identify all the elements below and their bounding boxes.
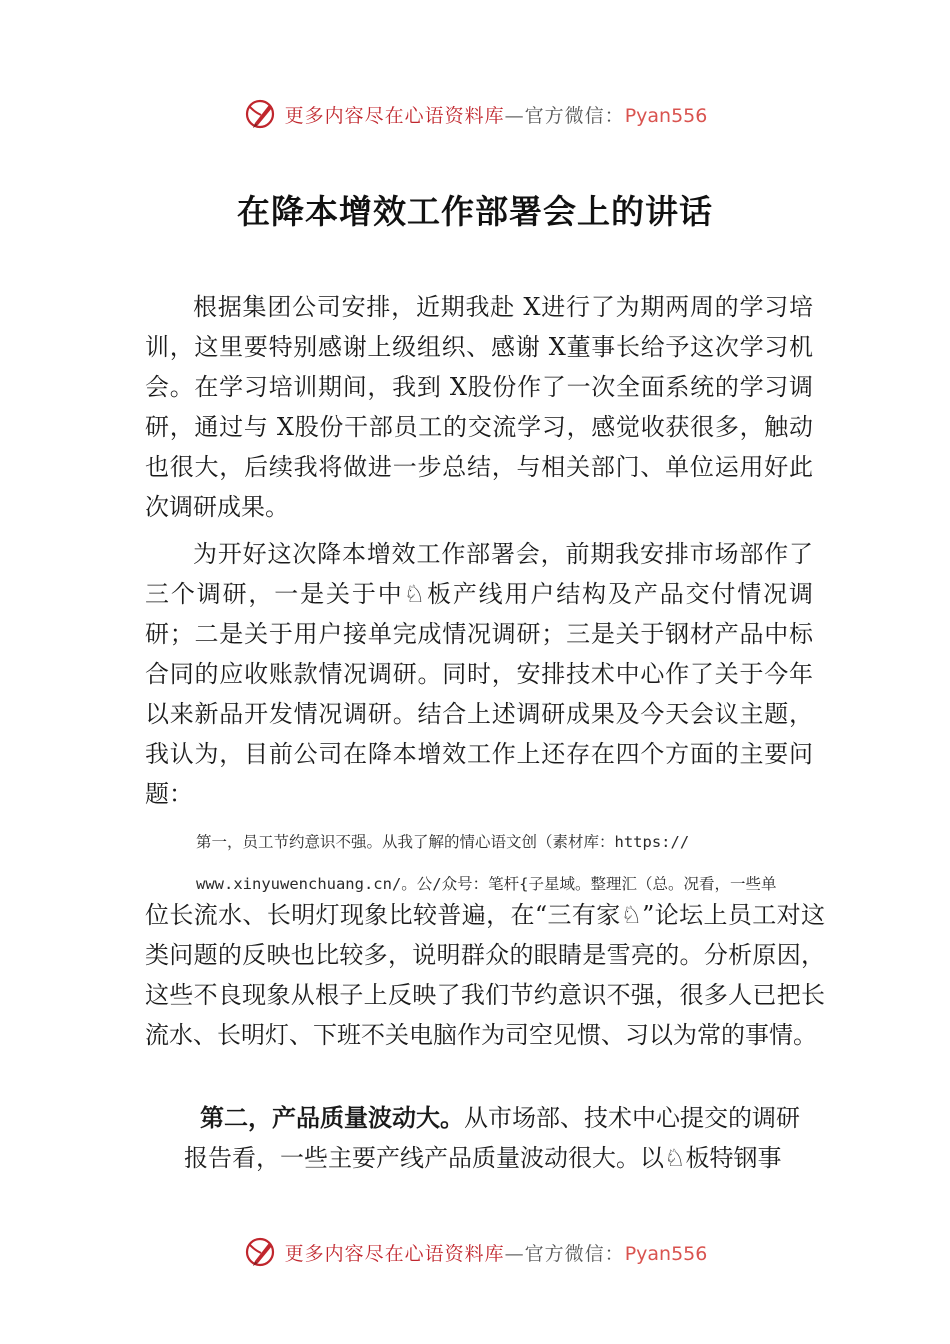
- paragraph-4: [184, 1098, 814, 1178]
- document-title: 在降本增效工作部署会上的讲话: [237, 192, 713, 231]
- pen-logo-icon: [243, 97, 277, 131]
- watermark-banner-top: [0, 94, 950, 134]
- pen-logo-icon: [243, 1235, 277, 1269]
- watermark-banner-bottom: [0, 1232, 950, 1272]
- small-text-line-2: www.xinyuwenchuang.cn/。公/众号：笔杆{子星域。整理汇（总。况看，一些单: [196, 875, 777, 893]
- watermark-text: 更多内容尽在心语资料库—官方微信：Pyan556: [284, 104, 708, 127]
- paragraph-1: 根据集团公司安排，近期我赴 X进行了为期两周的学习培训，这里要特别感谢上级组织、感谢 X董事长给予这次学习机会。在学习培训期间，我到 X股份作了一次全面系统的学习调研，通过与 X股份干部员工的交流学习，感觉收获很多，触动也很大，后续我将做进一步总结，与相关部门、单位运用好此次调研成果。: [145, 293, 813, 521]
- paragraph-4-lead: 第二，产品质量波动大。: [200, 1104, 464, 1132]
- small-text-line-1: 第一，员工节约意识不强。从我了解的情心语文创（素材库：https://: [196, 833, 690, 851]
- paragraph-3: 位长流水、长明灯现象比较普遍，在“三有家♘”论坛上员工对这类问题的反映也比较多，说明群众的眼睛是雪亮的。分析原因，这些不良现象从根子上反映了我们节约意识不强，很多人已把长流水、长明灯、下班不关电脑作为司空见惯、习以为常的事情。: [145, 901, 825, 1049]
- paragraph-4-body: 从市场部、技术中心提交的调研报告看，一些主要产线产品质量波动很大。以♘板特钢事: [184, 1104, 800, 1172]
- watermark-text: 更多内容尽在心语资料库—官方微信：Pyan556: [284, 1242, 708, 1265]
- paragraph-2: 为开好这次降本增效工作部署会，前期我安排市场部作了三个调研，一是关于中♘板产线用户结构及产品交付情况调研；二是关于用户接单完成情况调研；三是关于钢材产品中标合同的应收账款情况调研。同时，安排技术中心作了关于今年以来新品开发情况调研。结合上述调研成果及今天会议主题，我认为，目前公司在降本增效工作上还存在四个方面的主要问题：: [145, 540, 813, 808]
